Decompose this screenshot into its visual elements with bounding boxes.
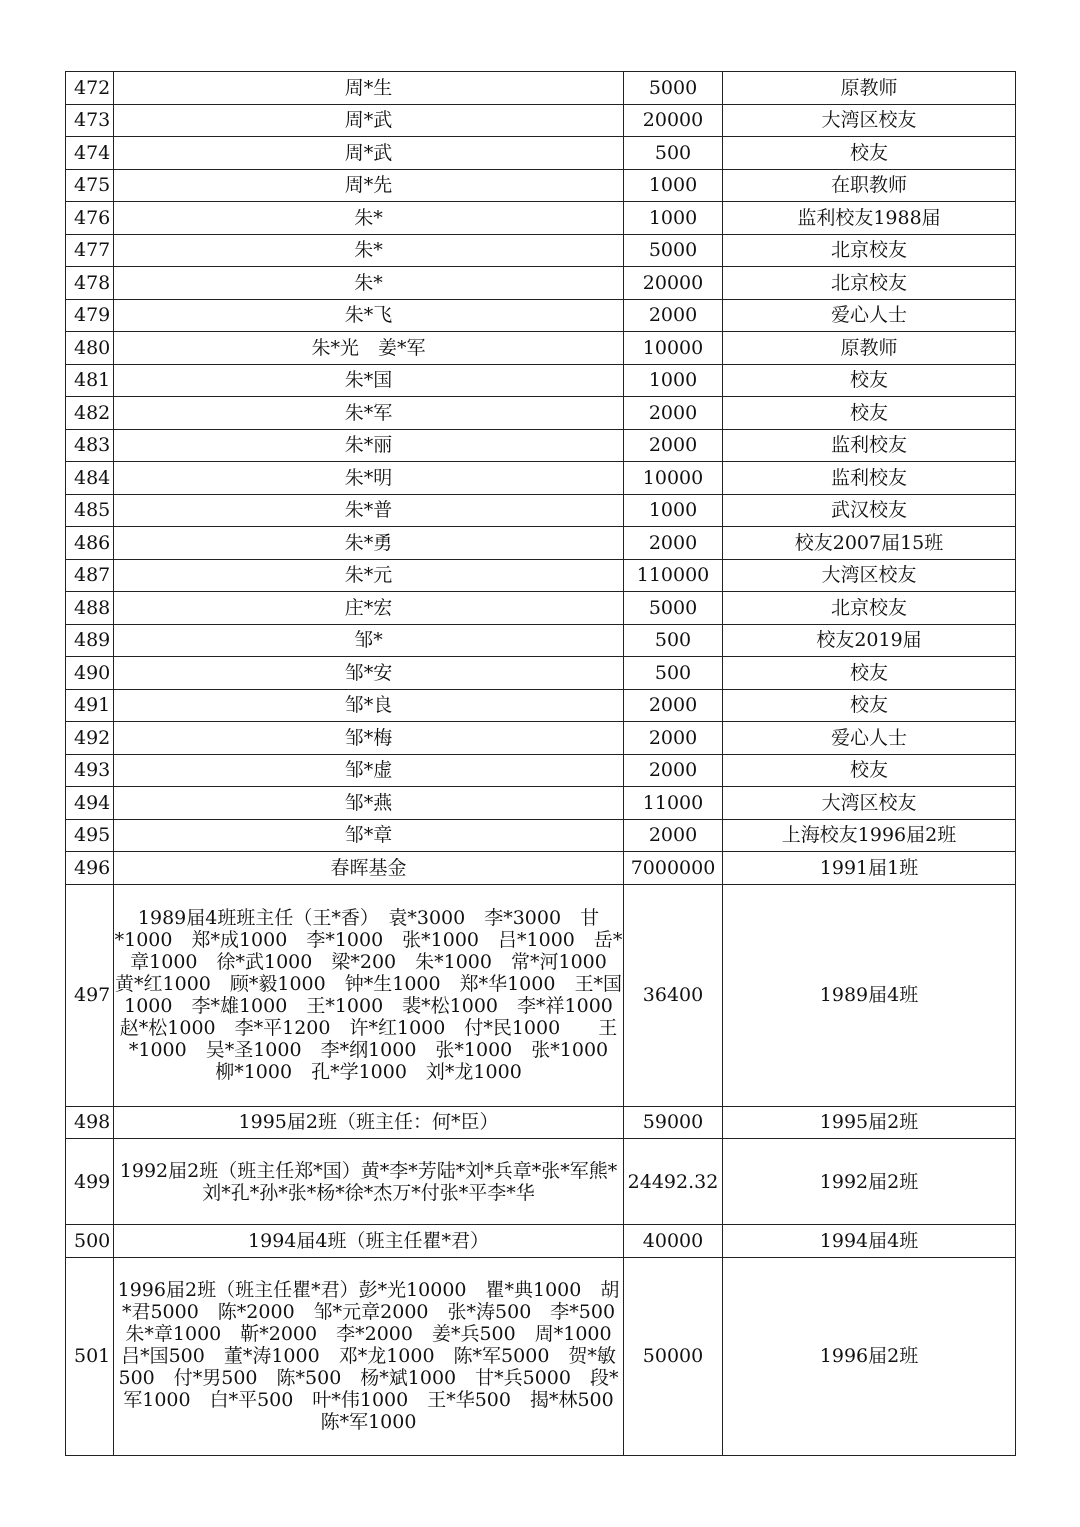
donor-note: 校友2019届: [723, 624, 1016, 657]
row-number: 497: [66, 884, 114, 1106]
donation-amount: 2000: [624, 819, 723, 852]
table-row: [66, 1106, 1016, 1139]
donation-amount: 1000: [624, 364, 723, 397]
donation-amount: 7000000: [624, 852, 723, 885]
donor-name: 周*先: [114, 169, 624, 202]
donor-note: 校友: [723, 397, 1016, 430]
row-number: 491: [66, 689, 114, 722]
row-number: 492: [66, 722, 114, 755]
donor-name: 周*生: [114, 72, 624, 105]
donor-name: 邹*章: [114, 819, 624, 852]
table-row: [66, 1257, 1016, 1455]
donor-name: 朱*: [114, 267, 624, 300]
row-number: 472: [66, 72, 114, 105]
donor-note: 校友: [723, 364, 1016, 397]
donor-note: 校友: [723, 137, 1016, 170]
table-row: [66, 819, 1016, 852]
row-number: 480: [66, 332, 114, 365]
donation-amount: 500: [624, 137, 723, 170]
donor-note: 校友: [723, 657, 1016, 690]
donor-note: 1989届4班: [723, 884, 1016, 1106]
donation-amount: 2000: [624, 527, 723, 560]
table-row: [66, 1139, 1016, 1225]
donor-note: 监利校友1988届: [723, 202, 1016, 235]
row-number: 501: [66, 1257, 114, 1455]
table-row: [66, 104, 1016, 137]
donor-name: 邹*虚: [114, 754, 624, 787]
row-number: 495: [66, 819, 114, 852]
row-number: 483: [66, 429, 114, 462]
row-number: 477: [66, 234, 114, 267]
row-number: 493: [66, 754, 114, 787]
donor-name: 春晖基金: [114, 852, 624, 885]
donor-note: 爱心人士: [723, 299, 1016, 332]
donor-note: 北京校友: [723, 267, 1016, 300]
donation-amount: 50000: [624, 1257, 723, 1455]
donor-name: 朱*勇: [114, 527, 624, 560]
donor-name: 1995届2班（班主任：何*臣）: [114, 1106, 624, 1139]
table-row: [66, 884, 1016, 1106]
donor-name: 邹*安: [114, 657, 624, 690]
donor-note: 北京校友: [723, 234, 1016, 267]
donor-name: 朱*: [114, 202, 624, 235]
row-number: 485: [66, 494, 114, 527]
donor-name: 周*武: [114, 104, 624, 137]
donor-name: 1989届4班班主任（王*香） 袁*3000 李*3000 甘*1000 郑*成1000 李*1000 张*1000 吕*1000 岳*章1000 徐*武1000 梁*200 朱*1000 常*河1000 黄*红1000 顾*毅1000 钟*生1000 郑*华1000 王*国1000 李*雄1000 王*1000 裴*松1000 李*祥1000 赵*松1000 李*平1200 许*红1000 付*民1000 王*1000 吴*圣1000 李*纲1000 张*1000 张*1000 柳*1000 孔*学1000 刘*龙1000: [114, 884, 624, 1106]
donor-name: 邹*燕: [114, 787, 624, 820]
donor-note: 爱心人士: [723, 722, 1016, 755]
row-number: 489: [66, 624, 114, 657]
donor-note: 北京校友: [723, 592, 1016, 625]
donation-amount: 500: [624, 624, 723, 657]
donation-amount: 1000: [624, 202, 723, 235]
donation-list-page: [65, 71, 1015, 1456]
table-row: [66, 689, 1016, 722]
row-number: 482: [66, 397, 114, 430]
donation-amount: 10000: [624, 462, 723, 495]
table-row: [66, 754, 1016, 787]
donor-note: 原教师: [723, 72, 1016, 105]
row-number: 487: [66, 559, 114, 592]
donor-note: 大湾区校友: [723, 104, 1016, 137]
donor-name: 朱*军: [114, 397, 624, 430]
donation-amount: 59000: [624, 1106, 723, 1139]
donation-amount: 36400: [624, 884, 723, 1106]
table-row: [66, 137, 1016, 170]
donor-name: 1992届2班（班主任郑*国）黄*李*芳陆*刘*兵章*张*军熊*刘*孔*孙*张*杨*徐*杰万*付张*平李*华: [114, 1139, 624, 1225]
donation-amount: 2000: [624, 429, 723, 462]
donor-name: 朱*光 姜*军: [114, 332, 624, 365]
table-row: [66, 494, 1016, 527]
donor-name: 朱*丽: [114, 429, 624, 462]
donation-amount: 2000: [624, 299, 723, 332]
donation-amount: 2000: [624, 689, 723, 722]
donor-note: 校友: [723, 689, 1016, 722]
donation-amount: 110000: [624, 559, 723, 592]
donor-name: 邹*: [114, 624, 624, 657]
row-number: 494: [66, 787, 114, 820]
donor-name: 朱*飞: [114, 299, 624, 332]
row-number: 498: [66, 1106, 114, 1139]
table-row: [66, 527, 1016, 560]
donor-note: 1996届2班: [723, 1257, 1016, 1455]
donor-name: 邹*良: [114, 689, 624, 722]
table-row: [66, 852, 1016, 885]
donation-amount: 40000: [624, 1225, 723, 1258]
table-row: [66, 332, 1016, 365]
donor-note: 监利校友: [723, 429, 1016, 462]
row-number: 474: [66, 137, 114, 170]
row-number: 476: [66, 202, 114, 235]
row-number: 490: [66, 657, 114, 690]
table-row: [66, 234, 1016, 267]
table-row: [66, 592, 1016, 625]
donor-name: 朱*普: [114, 494, 624, 527]
donor-note: 监利校友: [723, 462, 1016, 495]
table-row: [66, 624, 1016, 657]
table-row: [66, 429, 1016, 462]
donor-name: 庄*宏: [114, 592, 624, 625]
table-row: [66, 267, 1016, 300]
donor-note: 1992届2班: [723, 1139, 1016, 1225]
donor-note: 原教师: [723, 332, 1016, 365]
row-number: 484: [66, 462, 114, 495]
row-number: 478: [66, 267, 114, 300]
donor-name: 1996届2班（班主任瞿*君）彭*光10000 瞿*典1000 胡*君5000 陈*2000 邹*元章2000 张*涛500 李*500 朱*章1000 靳*2000 李*2000 姜*兵500 周*1000 吕*国500 董*涛1000 邓*龙1000 陈*军5000 贺*敏500 付*男500 陈*500 杨*斌1000 甘*兵5000 段*军1000 白*平500 叶*伟1000 王*华500 揭*林500 陈*军1000: [114, 1257, 624, 1455]
row-number: 479: [66, 299, 114, 332]
table-row: [66, 722, 1016, 755]
donor-note: 在职教师: [723, 169, 1016, 202]
donor-name: 朱*元: [114, 559, 624, 592]
donor-name: 朱*国: [114, 364, 624, 397]
donation-amount: 20000: [624, 267, 723, 300]
donation-amount: 10000: [624, 332, 723, 365]
table-row: [66, 462, 1016, 495]
donor-note: 上海校友1996届2班: [723, 819, 1016, 852]
donor-note: 1995届2班: [723, 1106, 1016, 1139]
table-row: [66, 202, 1016, 235]
table-row: [66, 559, 1016, 592]
donation-amount: 2000: [624, 722, 723, 755]
donation-amount: 2000: [624, 754, 723, 787]
table-row: [66, 1225, 1016, 1258]
donor-note: 1991届1班: [723, 852, 1016, 885]
donor-name: 周*武: [114, 137, 624, 170]
donation-amount: 5000: [624, 72, 723, 105]
donor-name: 朱*明: [114, 462, 624, 495]
row-number: 475: [66, 169, 114, 202]
donor-name: 邹*梅: [114, 722, 624, 755]
donor-note: 武汉校友: [723, 494, 1016, 527]
donation-amount: 5000: [624, 592, 723, 625]
donor-note: 校友: [723, 754, 1016, 787]
row-number: 488: [66, 592, 114, 625]
donor-note: 校友2007届15班: [723, 527, 1016, 560]
donation-amount: 2000: [624, 397, 723, 430]
donation-amount: 500: [624, 657, 723, 690]
table-row: [66, 657, 1016, 690]
donor-name: 1994届4班（班主任瞿*君）: [114, 1225, 624, 1258]
donation-amount: 11000: [624, 787, 723, 820]
table-row: [66, 397, 1016, 430]
table-row: [66, 364, 1016, 397]
donor-note: 1994届4班: [723, 1225, 1016, 1258]
table-row: [66, 72, 1016, 105]
row-number: 486: [66, 527, 114, 560]
donation-amount: 20000: [624, 104, 723, 137]
row-number: 481: [66, 364, 114, 397]
donor-name: 朱*: [114, 234, 624, 267]
donation-amount: 1000: [624, 494, 723, 527]
table-row: [66, 299, 1016, 332]
donation-amount: 1000: [624, 169, 723, 202]
donation-table: [65, 71, 1016, 1456]
table-row: [66, 169, 1016, 202]
donation-amount: 24492.32: [624, 1139, 723, 1225]
table-row: [66, 787, 1016, 820]
row-number: 473: [66, 104, 114, 137]
row-number: 500: [66, 1225, 114, 1258]
donation-amount: 5000: [624, 234, 723, 267]
donor-note: 大湾区校友: [723, 559, 1016, 592]
row-number: 496: [66, 852, 114, 885]
row-number: 499: [66, 1139, 114, 1225]
donor-note: 大湾区校友: [723, 787, 1016, 820]
